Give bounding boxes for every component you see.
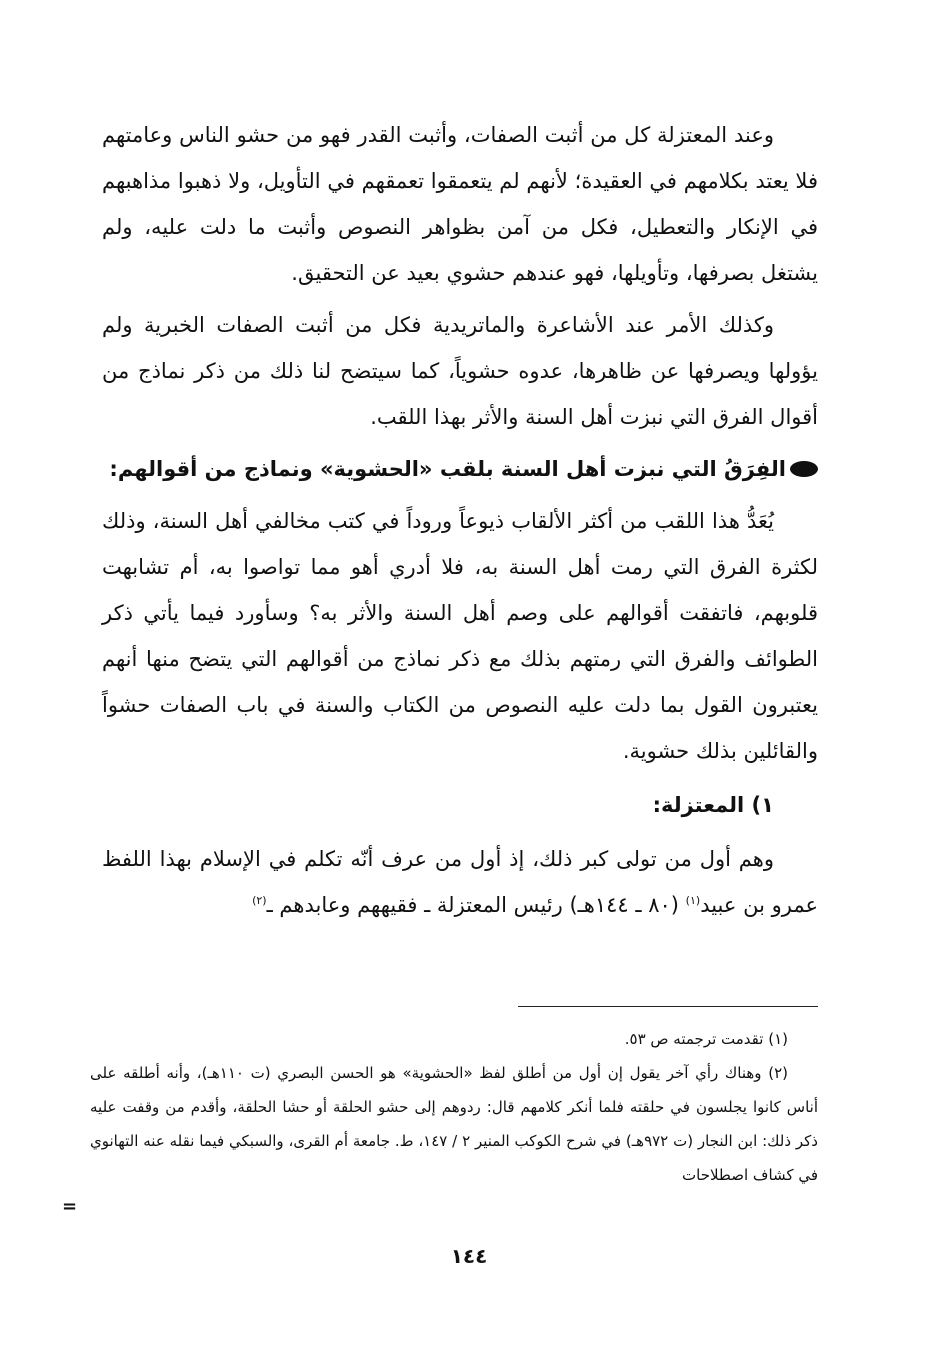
footnote-marker-1: (١) (685, 894, 701, 907)
subsection-heading: ١) المعتزلة: (652, 793, 774, 817)
bullet-icon (790, 461, 818, 477)
footnotes (90, 1022, 818, 1192)
paragraph-2: وكذلك الأمر عند الأشاعرة والماتريدية فكل من أثبت الصفات الخبرية ولم يؤولها ويصرفها عن ظاهرها، عدوه حشوياً، كما سيتضح لنا ذلك من ذكر نماذج من أقوال الفرق التي نبزت أهل السنة والأثر بهذا اللقب. (102, 313, 818, 429)
paragraph-4-part2: (٨٠ ـ ١٤٤هـ) رئيس المعتزلة ـ فقيههم وعابدهم ـ (266, 893, 686, 917)
paragraph-4 (102, 836, 818, 928)
footnote-marker-2: (٢) (252, 894, 267, 907)
page-number: ١٤٤ (450, 1244, 488, 1268)
continuation-mark: = (62, 1196, 78, 1217)
section-heading-text: الفِرَقُ التي نبزت أهل السنة بلقب «الحشوية» ونماذج من أقوالهم: (109, 457, 786, 481)
footnote-divider (518, 1006, 818, 1007)
paragraph-1: وعند المعتزلة كل من أثبت الصفات، وأثبت القدر فهو من حشو الناس وعامتهم فلا يعتد بكلامهم في العقيدة؛ لأنهم لم يتعمقوا تعمقهم في التأويل، ولا ذهبوا مذاهبهم في الإنكار والتعطيل، فكل من آمن بظواهر النصوص وأثبت ما دلت عليه، ولم يشتغل بصرفها، وتأويلها، فهو عندهم حشوي بعيد عن التحقيق. (102, 123, 818, 285)
section-heading (102, 446, 818, 492)
paragraph-3: يُعَدُّ هذا اللقب من أكثر الألقاب ذيوعاً وروداً في كتب مخالفي أهل السنة، وذلك لكثرة الفرق التي رمت أهل السنة به، فلا أدري أهو مما تواصوا به، أم تشابهت قلوبهم، فاتفقت أقوالهم على وصم أهل السنة والأثر به؟ وسأورد فيما يأتي ذكر الطوائف والفرق التي رمتهم بذلك مع ذكر نماذج من أقوالهم التي يتضح منها أنهم يعتبرون القول بما دلت عليه النصوص من الكتاب والسنة في باب الصفات حشواً والقائلين بذلك حشوية. (102, 509, 818, 763)
main-text (102, 112, 818, 928)
footnote-2: (٢) وهناك رأي آخر يقول إن أول من أطلق لفظ «الحشوية» هو الحسن البصري (ت ١١٠هـ)، وأنه أطلقه على أناس كانوا يجلسون في حلقته فلما أنكر كلامهم قال: ردوهم إلى حشو الحلقة أو حشا الحلقة، وأقدم من وقفت عليه ذكر ذلك: ابن النجار (ت ٩٧٢هـ) في شرح الكوكب المنير ٢ / ١٤٧، ط. جامعة أم القرى، والسبكي فيما نقله عنه التهانوي في كشاف اصطلاحات (90, 1064, 818, 1184)
paragraph-4-part1: وهم أول من تولى كبر ذلك، إذ أول من عرف أنّه تكلم في الإسلام بهذا اللفظ عمرو بن عبيد (102, 847, 818, 917)
footnote-1: (١) تقدمت ترجمته ص ٥٣. (624, 1030, 788, 1048)
